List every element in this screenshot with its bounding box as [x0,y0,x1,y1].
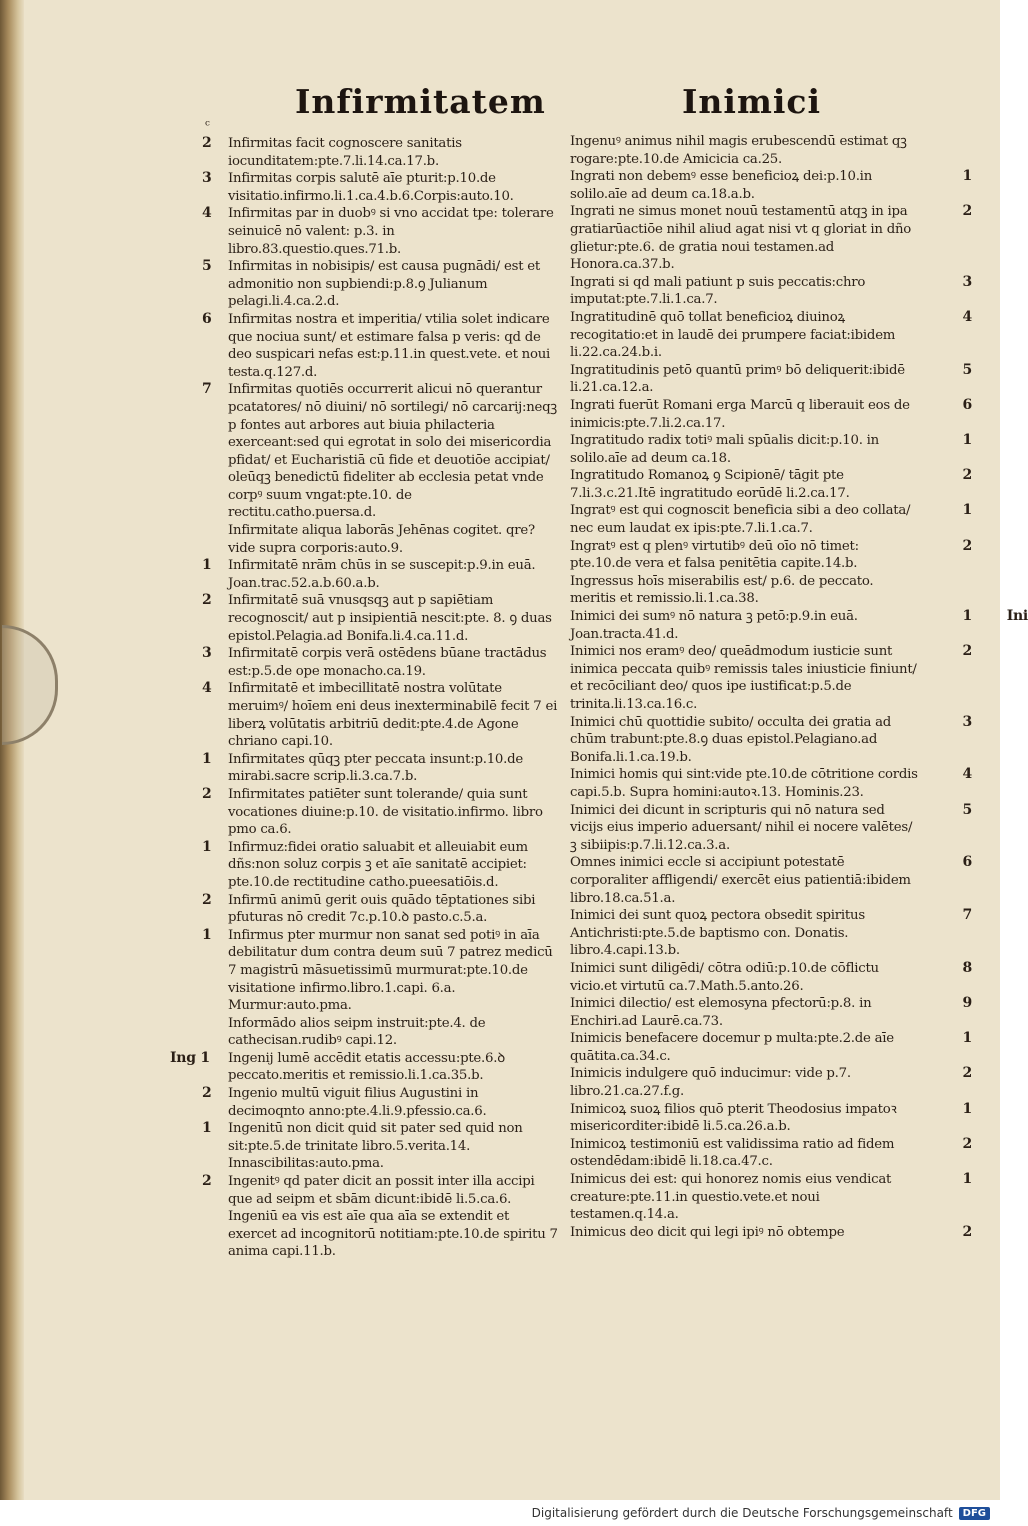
entry-number: 5 [962,801,972,818]
entry-text: Infirmitatē corpis verā ostēdens būane tractādus est:p.5.de ope monacho.ca.19. [228,646,547,679]
index-entry [570,133,918,168]
entry-text: Infirmitas nostra et imperitia/ vtilia solet indicare que nociua sunt/ et estimare falsa p veris: qd de deo suspicari nefas est:p.11.in quest.vete. et noui testa.q.127.d. [228,311,551,380]
entry-number: 2 [962,467,972,484]
entry-text: Infirmuz:fidei oratio saluabit et alleuiabit eum dñs:non soluz corpis ꝫ et aīe sanitatē accipiet: pte.10.de rectitudine catho.pueesatiōis.d. [228,839,528,890]
right-column [570,133,1028,1241]
entry-text: Infirmitates patiēter sunt tolerande/ quia sunt vocationes diuine:p.10. de visitatio.infirmo. libro pmo ca.6. [228,786,543,838]
entry-text: Infirmitatē suā vnusqsqꝫ aut p sapiētiam recognoscit/ aut p insipientiā nescit:pte. 8. ꝯ duas epistol.Pelagia.ad Bonifa.li.4.ca.11.d. [228,593,552,644]
entry-text: Omnes inimici eccle si accipiunt potestatē corporaliter affligendi/ exercēt eius patientiā:ibidem libro.18.ca.51.a. [570,855,911,906]
entry-number: 2 [962,1223,972,1240]
index-entry [570,467,972,502]
entry-text: Inimicoꝝ suoꝝ filios quō pterit Theodosius impatoꝛ misericorditer:ibidē li.5.ca.26.a.b. [570,1101,897,1135]
index-entry [228,522,558,557]
entry-text: Infirmitas in nobisipis/ est causa pugnādi/ est et admonitio non supbiendi:p.8.ꝯ Julianum pelagi.li.4.ca.2.d. [228,259,540,310]
entry-text: Ingenitū non dicit quid sit pater sed quid non sit:pte.5.de trinitate libro.5.verita.14. Innascibilitas:auto.pma. [228,1121,523,1172]
entry-number: 4 [962,766,972,783]
entry-text: Ingrati fuerūt Romani erga Marcū q liberauit eos de inimicis:pte.7.li.2.ca.17. [570,397,910,431]
entry-text: Ingratꝰ est qui cognoscit beneficia sibi a deo collata/ nec eum laudat ex ipis:pte.7.li.1.ca.7. [570,503,911,537]
index-entry [570,995,972,1030]
index-entry [570,573,918,608]
entry-number: 3 [962,713,972,730]
index-entry [570,396,972,432]
index-entry [202,205,558,258]
index-entry [570,361,972,397]
index-entry [202,310,558,381]
index-entry [570,959,972,995]
entry-text: Ingratitudo Romanoꝝ ꝯ Scipionē/ tāgit pte 7.li.3.c.21.Itē ingratitudo eorūdē li.2.ca.17. [570,468,850,501]
index-entry [202,381,558,522]
index-entry [202,557,558,592]
left-column [170,135,558,1261]
entry-text: Ingrati si qd mali patiunt p suis peccatis:chro imputat:pte.7.li.1.ca.7. [570,274,866,308]
margin-catchword: Ini [1006,608,1028,625]
footer-bar [0,1500,1000,1526]
entry-text: Ingeniū ea vis est aīe qua aīa se extendit et exercet ad incognitorū notitiam:pte.10.de spiritu 7 anima capi.11.b. [228,1209,558,1260]
entry-number: 1 [962,1100,972,1117]
index-entry [570,907,972,960]
entry-text: Infirmitas facit cognoscere sanitatis iocunditatem:pte.7.li.14.ca.17.b. [228,136,462,169]
index-entry [570,854,972,907]
entry-number: 8 [962,959,972,976]
entry-text: Ingrati non debemꝰ esse beneficioꝝ dei:p.10.in solilo.aīe ad deum ca.18.a.b. [570,169,873,202]
entry-text: Inimici dei dicunt in scripturis qui nō natura sed vicijs eius imperio aduersant/ nihil ei nocere valētes/ ꝫ sibiipis:p.7.li.12.ca.3.a. [570,802,913,853]
entry-number: 2 [962,537,972,554]
entry-text: Ingenio multū viguit filius Augustini in decimoqnto anno:pte.4.li.9.pfessio.ca.6. [228,1086,487,1119]
ink-mark: ᶜ [205,118,210,134]
index-entry [202,838,558,892]
entry-text: Infirmitates qūqꝫ pter peccata insunt:p.10.de mirabi.sacre scrip.li.3.ca.7.b. [228,751,523,785]
entry-text: Inimicoꝝ testimoniū est validissima ratio ad fidem ostendēdam:ibidē li.18.ca.47.c. [570,1136,895,1170]
index-entry [202,785,558,839]
index-entry [570,308,972,362]
entry-number: 1 [202,926,212,943]
entry-text: Inimicis indulgere quō inducimur: vide p.7. libro.21.ca.27.f.g. [570,1066,851,1100]
entry-text: Ingratꝰ est q plenꝰ virtutibꝰ deū oīo nō timet: pte.10.de vera et falsa penitētia capite.14.b. [570,538,859,572]
index-entry [570,203,972,273]
index-entry [570,643,972,713]
index-entry [202,680,558,750]
entry-text: Infirmitas corpis salutē aīe pturit:p.10.de visitatio.infirmo.li.1.ca.4.b.6.Corpis:auto.10. [228,171,514,204]
entry-text: Ingratitudinis petō quantū primꝰ bō deliquerit:ibidē li.21.ca.12.a. [570,362,905,396]
index-entry [228,1208,558,1261]
index-entry [202,1085,558,1120]
index-entry [570,432,972,467]
entry-number: 6 [202,310,212,327]
index-entry [202,926,558,1015]
entry-number: 3 [962,273,972,290]
entry-number: 2 [202,135,212,151]
entry-text: Inimicus dei est: qui honorez nomis eius vendicat creature:pte.11.in questio.vete.et noui testamen.q.14.a. [570,1172,892,1223]
index-entry [202,1120,558,1173]
entry-text: Ingressus hoīs miserabilis est/ p.6. de peccato. meritis et remissio.li.1.ca.38. [570,573,874,607]
entry-number: 1 [202,838,212,855]
index-entry [570,273,972,309]
entry-text: Inimicis benefacere docemur p multa:pte.2.de aīe quātita.ca.34.c. [570,1031,894,1064]
entry-number: 2 [962,1135,972,1152]
entry-number: 1 [202,557,212,574]
index-entry [570,801,972,855]
entry-text: Infirmitatē nrām chūs in se suscepit:p.9.in euā. Joan.trac.52.a.b.60.a.b. [228,558,536,591]
entry-number: 2 [202,785,212,802]
entry-number: 1 [202,1120,212,1137]
index-entry [202,891,558,927]
entry-number: 1 [962,608,972,625]
running-head-left: Infirmitatem [295,82,546,121]
entry-number: 1 [202,750,212,767]
index-entry [202,258,558,311]
entry-text: Ingrati ne simus monet nouū testamentū atqꝫ in ipa gratiarūactiōe nihil aliud agat nisi vt q gloriat in dño glietur:pte.6. de gratia noui testamen.ad Honora.ca.37.b. [570,204,912,273]
entry-text: Ingenuꝰ animus nihil magis erubescendū estimat qꝫ rogare:pte.10.de Amicicia ca.25. [570,134,907,167]
entry-number: 1 [962,432,972,449]
index-entry [570,1171,972,1224]
entry-text: Ingratitudinē quō tollat beneficioꝝ diuinoꝝ recogitatio:et in laudē dei prumpere faciat:ibidem li.22.ca.24.b.i. [570,309,896,361]
entry-text: Inimici sunt diligēdi/ cōtra odiū:p.10.de cōflictu vicio.et virtutū ca.7.Math.5.anto.26. [570,960,879,994]
entry-number: 2 [962,1065,972,1082]
entry-number: 1 [962,502,972,519]
entry-text: Ingenij lumē accēdit etatis accessu:pte.6.ꝺ peccato.meritis et remissio.li.1.ca.35.b. [228,1050,505,1084]
entry-text: Inimici homis qui sint:vide pte.10.de cōtritione cordis capi.5.b. Supra homini:autoꝛ.13. Hominis.23. [570,767,918,800]
index-entry [202,1173,558,1208]
index-entry [202,592,558,645]
entry-number: 2 [962,643,972,660]
book-binding-edge [0,0,24,1500]
index-entry [202,135,558,170]
entry-text: Inimici dilectio/ est elemosyna pfectorū:p.8. in Enchiri.ad Laurē.ca.73. [570,996,872,1029]
index-entry [170,1049,558,1085]
entry-number: Ing 1 [170,1049,210,1066]
index-entry [570,713,972,767]
entry-number: 2 [202,592,212,609]
entry-text: Inimici dei sumꝰ nō natura ꝫ petō:p.9.in euā. Joan.tracta.41.d. [570,609,858,642]
index-entry [202,645,558,680]
entry-number: 7 [962,907,972,924]
entry-number: 2 [202,1085,212,1102]
entry-number: 2 [202,1173,212,1190]
index-entry [570,1223,972,1242]
index-entry [570,1030,972,1065]
index-entry [570,1100,972,1136]
entry-number: 1 [962,1171,972,1188]
entry-number: 6 [962,854,972,871]
entry-number: 7 [202,381,212,398]
entry-text: Informādo alios seipm instruit:pte.4. de cathecisan.rudibꝰ capi.12. [228,1015,486,1049]
index-entry [202,170,558,205]
index-entry [570,766,972,801]
index-entry [228,1015,558,1050]
footer-credit: Digitalisierung gefördert durch die Deutsche Forschungsgemeinschaft [531,1506,953,1520]
entry-number: 1 [962,1030,972,1047]
index-entry [570,1065,972,1100]
entry-number: 2 [962,203,972,220]
entry-text: Inimicus deo dicit qui legi ipiꝰ nō obtempe [570,1224,845,1240]
entry-number: 9 [962,995,972,1012]
entry-text: Inimici nos eramꝰ deo/ queādmodum iusticie sunt inimica peccata quibꝰ remissis tales iniusticie finiunt/ et recōciliant deo/ quos ipe iustificat:p.5.de trinita.li.13.ca.16.c. [570,644,917,712]
index-entry [570,608,1028,643]
entry-text: Ingratitudo radix totiꝰ mali spūalis dicit:p.10. in solilo.aīe ad deum ca.18. [570,433,880,466]
entry-text: Infirmitas quotiēs occurrerit alicui nō querantur pcatatores/ nō diuini/ nō sortilegi/ nō carcarij:neqꝫ p fontes aut arbores aut biuia philacteria exerceant:sed qui egrotat in solo dei misericordia pfidat/ et Eucharistiā cū fide et deuotiōe accipiat/ oleūqꝫ benedictū fideliter ab ecclesia petat vnde corpꝰ suum vngat:pte.10. de rectitu.catho.puersa.d. [228,382,557,521]
index-entry [202,750,558,786]
entry-number: 3 [202,170,212,187]
entry-text: Infirmū animū gerit ouis quādo tēptationes sibi pfuturas nō credit 7c.p.10.ꝺ pasto.c.5.a. [228,892,536,926]
entry-number: 5 [202,258,212,275]
entry-number: 6 [962,396,972,413]
index-entry [570,1135,972,1171]
book-clasp [2,625,58,745]
entry-number: 4 [202,680,212,697]
entry-text: Ingenitꝰ qd pater dicit an possit inter illa accipi que ad seipm et sbām dicunt:ibidē li.5.ca.6. [228,1174,535,1207]
dfg-logo-icon: DFG [959,1507,990,1520]
entry-text: Inimici chū quottidie subito/ occulta dei gratia ad chūm trabunt:pte.8.ꝯ duas epistol.Pelagiano.ad Bonifa.li.1.ca.19.b. [570,714,892,765]
entry-text: Infirmitas par in duobꝰ si vno accidat tpe: tolerare seinuicē nō valent: p.3. in libro.83.questio.ques.71.b. [228,206,554,257]
index-entry [570,168,972,203]
entry-text: Infirmitate aliqua laborās Jehēnas cogitet. qre? vide supra corporis:auto.9. [228,523,535,556]
entry-number: 2 [202,891,212,908]
entry-text: Infirmus pter murmur non sanat sed potiꝰ in aīa debilitatur dum contra deum suū 7 patrez medicū 7 magistrū māsuetissimū murmurat:pte.10.de visitatione infirmo.libro.1.capi. 6.a. Murmur:auto.pma. [228,927,553,1014]
index-entry [570,502,972,537]
entry-text: Inimici dei sunt quoꝝ pectora obsedit spiritus Antichristi:pte.5.de baptismo con. Donatis. libro.4.capi.13.b. [570,908,865,959]
entry-text: Infirmitatē et imbecillitatē nostra volūtate meruimꝰ/ hoīem eni deus inexterminabilē fecit 7 ei liberꝝ volūtatis arbitriū dedit:pte.4.de Agone chriano capi.10. [228,681,558,750]
entry-number: 3 [202,645,212,662]
entry-number: 1 [962,168,972,185]
running-head-right: Inimici [682,82,822,121]
entry-number: 4 [202,205,212,222]
entry-number: 5 [962,361,972,378]
entry-number: 4 [962,308,972,325]
index-entry [570,537,972,573]
